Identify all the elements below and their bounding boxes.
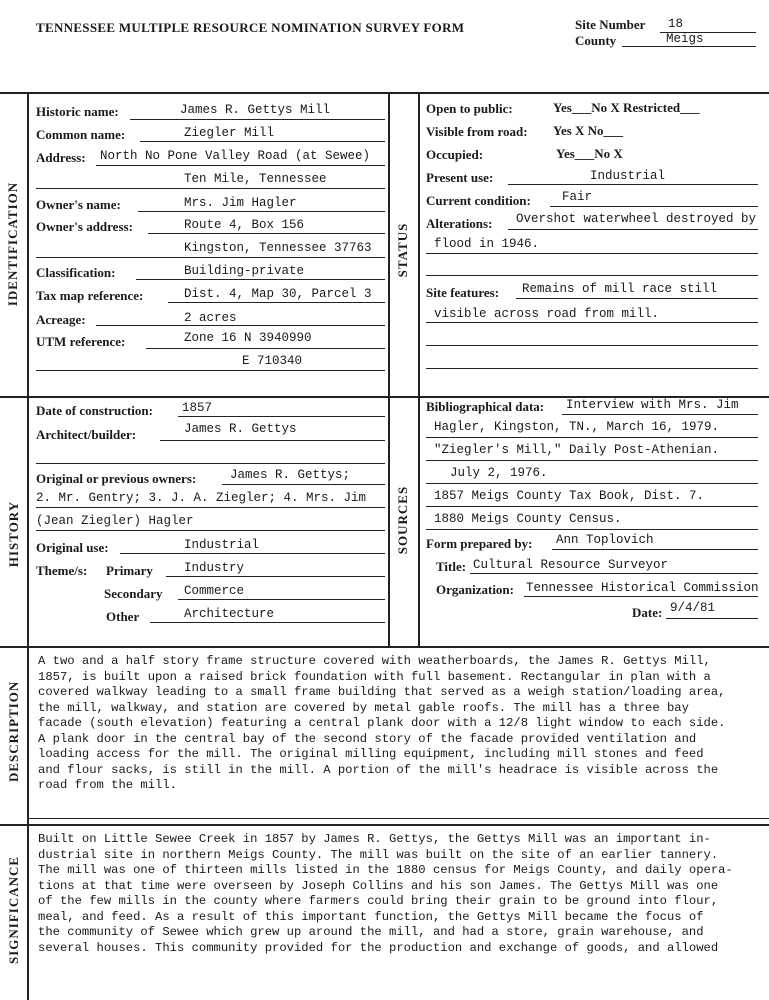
classification-line — [136, 279, 385, 280]
alterations-line3-underline — [426, 275, 758, 276]
bib-line2-underline — [426, 437, 758, 438]
site-number-label: Site Number — [575, 17, 646, 32]
alterations-label: Alterations: — [426, 216, 493, 231]
site-features-line3-underline — [426, 345, 758, 346]
primary-line — [166, 576, 385, 577]
secondary-line — [178, 599, 385, 600]
description-line: loading access for the mill. The original milling equipment, including mill stones and feed — [38, 747, 704, 761]
occupied-value: Yes___No X — [556, 146, 623, 161]
description-line: A plank door in the central bay of the second story of the facade provided ventilation and — [38, 731, 697, 746]
address-line1-value: North No Pone Valley Road (at Sewee) — [100, 149, 371, 163]
open-to-public-value: Yes___No X Restricted___ — [553, 100, 700, 115]
frame-description-bottom-line — [28, 818, 769, 819]
frame-mid-line-top — [388, 92, 390, 397]
tax-map-value: Dist. 4, Map 30, Parcel 3 — [184, 287, 372, 301]
address-line2-value: Ten Mile, Tennessee — [184, 172, 327, 186]
other-label: Other — [106, 609, 140, 624]
architect-label: Architect/builder: — [36, 427, 137, 442]
classification-label: Classification: — [36, 265, 116, 280]
secondary-value: Commerce — [184, 584, 245, 598]
county-label: County — [575, 33, 617, 48]
form-prepared-by-value: Ann Toplovich — [556, 533, 654, 547]
common-name-label: Common name: — [36, 127, 126, 142]
original-use-value: Industrial — [184, 538, 260, 552]
site-features-line4-underline — [426, 368, 758, 369]
alterations-line1-value: Overshot waterwheel destroyed by — [516, 212, 757, 226]
owner-name-line — [138, 211, 385, 212]
utm-line2-value: E 710340 — [242, 354, 303, 368]
bib-line4-value: July 2, 1976. — [450, 466, 548, 480]
frame-mid-line-top-2 — [418, 92, 420, 397]
owner-address-line1-underline — [148, 233, 385, 234]
themes-label: Theme/s: — [36, 563, 88, 578]
current-condition-value: Fair — [562, 190, 593, 204]
section-label-status: STATUS — [395, 222, 410, 278]
acreage-line — [96, 325, 385, 326]
bib-line4-underline — [426, 483, 758, 484]
utm-label: UTM reference: — [36, 334, 126, 349]
previous-owners-line3-underline — [36, 530, 385, 531]
description-line: A two and a half story frame structure covered with weatherboards, the James R. Gettys Mill, — [38, 654, 711, 668]
classification-value: Building-private — [184, 264, 305, 278]
historic-name-label: Historic name: — [36, 104, 119, 119]
utm-line2-underline — [36, 370, 385, 371]
historic-name-value: James R. Gettys Mill — [180, 103, 331, 117]
section-label-sources: SOURCES — [395, 485, 410, 555]
architect-value: James R. Gettys — [184, 422, 297, 436]
site-features-line1-value: Remains of mill race still — [522, 282, 718, 296]
other-line — [150, 622, 385, 623]
date-line — [666, 618, 758, 619]
present-use-line — [508, 184, 758, 185]
site-features-line2-underline — [426, 322, 758, 323]
other-value: Architecture — [184, 607, 275, 621]
date-of-construction-label: Date of construction: — [36, 403, 153, 418]
owner-address-line1-value: Route 4, Box 156 — [184, 218, 305, 232]
county-value: Meigs — [666, 32, 704, 46]
organization-value: Tennessee Historical Commission — [526, 581, 759, 595]
visible-from-road-label: Visible from road: — [426, 124, 528, 139]
alterations-line1-underline — [508, 229, 758, 230]
description-line: the mill, walkway, and station are covered by metal gable roofs. The mill has a three bay — [38, 700, 689, 715]
bib-line1-value: Interview with Mrs. Jim — [566, 398, 739, 412]
significance-line: meal, and feed. As a result of this important function, the Gettys Mill became the focus of — [38, 909, 704, 924]
owner-address-line2-value: Kingston, Tennessee 37763 — [184, 241, 372, 255]
description-line: covered walkway leading to a small frame building that served as a weigh station/loading area, — [38, 685, 726, 699]
address-line2-underline — [36, 188, 385, 189]
common-name-value: Ziegler Mill — [184, 126, 275, 140]
previous-owners-label: Original or previous owners: — [36, 471, 197, 486]
previous-owners-line2-underline — [36, 507, 385, 508]
section-label-identification: IDENTIFICATION — [5, 181, 20, 307]
significance-line: Built on Little Sewee Creek in 1857 by James R. Gettys, the Gettys Mill was an important in- — [38, 832, 711, 846]
bib-line2-value: Hagler, Kingston, TN., March 16, 1979. — [434, 420, 720, 434]
previous-owners-line1-underline — [222, 484, 385, 485]
bib-line6-underline — [426, 529, 758, 530]
previous-owners-line3-value: (Jean Ziegler) Hagler — [36, 514, 194, 528]
architect-line — [160, 440, 385, 441]
tax-map-line — [168, 302, 385, 303]
previous-owners-line1-value: James R. Gettys; — [230, 468, 351, 482]
bib-line5-value: 1857 Meigs County Tax Book, Dist. 7. — [434, 489, 705, 503]
site-number-value: 18 — [668, 17, 684, 31]
description-line: 1857, is built upon a raised brick foundation with full basement. Rectangular in plan with a — [38, 669, 711, 684]
description-line: and flour sacks, is still in the mill. A portion of the mill's headrace is visible across the — [38, 762, 719, 777]
current-condition-line — [550, 206, 758, 207]
significance-line: The mill was one of thirteen mills listed in the 1880 census for Meigs County, and daily opera- — [38, 863, 733, 877]
owner-name-value: Mrs. Jim Hagler — [184, 196, 297, 210]
frame-description-significance-divider — [0, 824, 769, 826]
section-label-significance: SIGNIFICANCE — [6, 855, 21, 964]
significance-line: dustrial site in northern Meigs County. The mill was built on the site of an earlier tannery. — [38, 847, 719, 862]
alterations-line2-underline — [426, 253, 758, 254]
bib-line3-value: "Ziegler's Mill," Daily Post-Athenian. — [434, 443, 720, 457]
description-line: facade (south elevation) featuring a central plank door with a 12/8 light window to each side. — [38, 716, 726, 730]
primary-value: Industry — [184, 561, 245, 575]
present-use-value: Industrial — [590, 169, 666, 183]
description-line: road from the mill. — [38, 778, 177, 792]
significance-line: tions at that time were overseen by Joseph Collins and his son James. The Gettys Mill was one — [38, 878, 719, 893]
original-use-line — [120, 553, 385, 554]
owner-name-label: Owner's name: — [36, 197, 121, 212]
secondary-label: Secondary — [104, 586, 163, 601]
bibliographical-data-label: Bibliographical data: — [426, 399, 545, 414]
owner-address-line2-underline — [36, 257, 385, 258]
present-use-label: Present use: — [426, 170, 494, 185]
date-label: Date: — [632, 605, 663, 620]
organization-label: Organization: — [436, 582, 514, 597]
frame-mid-line-bottom-2 — [418, 396, 420, 646]
frame-mid-line-bottom — [388, 396, 390, 646]
organization-line — [524, 596, 758, 597]
title-line — [470, 573, 758, 574]
alterations-line2-value: flood in 1946. — [434, 237, 540, 251]
address-line1-underline — [96, 165, 385, 166]
previous-owners-line2-value: 2. Mr. Gentry; 3. J. A. Ziegler; 4. Mrs. Jim — [36, 491, 367, 505]
utm-line1-underline — [146, 348, 385, 349]
form-prepared-by-label: Form prepared by: — [426, 536, 533, 551]
tax-map-label: Tax map reference: — [36, 288, 144, 303]
significance-line: the community of Sewee which grew up around the mill, and had a store, grain warehouse, and — [38, 925, 704, 939]
site-features-line2-value: visible across road from mill. — [434, 307, 660, 321]
county-line — [622, 46, 756, 47]
current-condition-label: Current condition: — [426, 193, 531, 208]
occupied-label: Occupied: — [426, 147, 484, 162]
frame-history-description-divider — [0, 646, 769, 648]
date-value: 9/4/81 — [670, 601, 716, 615]
open-to-public-label: Open to public: — [426, 101, 513, 116]
architect-line2 — [36, 463, 385, 464]
date-of-construction-line — [178, 416, 385, 417]
owner-address-label: Owner's address: — [36, 219, 133, 234]
address-label: Address: — [36, 150, 86, 165]
utm-line1-value: Zone 16 N 3940990 — [184, 331, 312, 345]
bib-line5-underline — [426, 506, 758, 507]
form-title: TENNESSEE MULTIPLE RESOURCE NOMINATION SURVEY FORM — [36, 20, 465, 35]
acreage-label: Acreage: — [36, 312, 86, 327]
site-features-label: Site features: — [426, 285, 500, 300]
section-label-description: DESCRIPTION — [6, 680, 21, 782]
significance-line: of the few mills in the county where farmers could bring their grain to be ground into flour, — [38, 894, 719, 908]
original-use-label: Original use: — [36, 540, 109, 555]
title-label: Title: — [436, 559, 467, 574]
description-text — [38, 654, 726, 794]
bib-line1-underline — [562, 414, 758, 415]
significance-text — [38, 832, 733, 956]
historic-name-line — [130, 119, 385, 120]
primary-label: Primary — [106, 563, 153, 578]
bib-line6-value: 1880 Meigs County Census. — [434, 512, 622, 526]
visible-from-road-value: Yes X No___ — [553, 123, 624, 138]
acreage-value: 2 acres — [184, 311, 237, 325]
frame-left-column-line — [27, 92, 29, 1000]
bib-line3-underline — [426, 460, 758, 461]
form-prepared-by-line — [552, 549, 758, 550]
title-value: Cultural Resource Surveyor — [473, 558, 669, 572]
frame-top-line — [0, 92, 769, 94]
date-of-construction-value: 1857 — [182, 401, 213, 415]
common-name-line — [140, 141, 385, 142]
section-label-history: HISTORY — [6, 500, 21, 568]
site-features-line1-underline — [516, 298, 758, 299]
significance-line: several houses. This community provided for the production and exchange of goods, and allowed — [38, 940, 719, 955]
